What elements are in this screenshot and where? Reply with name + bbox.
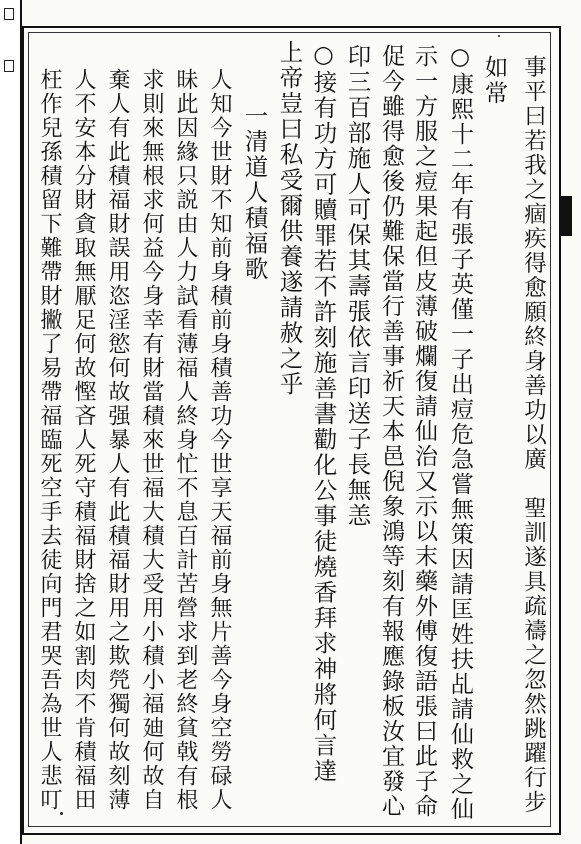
text-column-2: 如常: [480, 55, 509, 106]
text-column-9: 一清道人積福歌: [240, 78, 269, 282]
text-column-3: ○康熙十二年有張子英僅一子出痘危急嘗無策因請匡姓扶乩請仙救之仙: [447, 44, 473, 822]
binding-notch: [4, 8, 14, 20]
text-column-4: 示一方服之痘果起但皮薄破爛復請仙治又示以末藥外傅復語張曰此子命: [411, 44, 437, 819]
text-column-1: 事平曰若我之痼疾得愈願終身善功以廣 聖訓遂具疏禱之忽然跳躍行步: [520, 55, 547, 815]
text-column-12: 求則來無根求何益今身幸有財當積來世福大積大受用小積小福廸何故自: [139, 68, 164, 812]
page-binding-edge: [0, 0, 22, 844]
text-column-6: 印三百部施人可保其壽張依言印送子長無恙: [343, 44, 372, 529]
text-column-14: 人不安本分財貪取無厭足何故慳吝人死守積福財捨之如割肉不肯積福田: [71, 68, 96, 812]
text-column-7: ○接有功方可贖罪若不許刻施善書勸化公事徒燒香拜求神將何言達: [309, 40, 338, 784]
text-column-13: 棄人有此積福財誤用恣淫慾何故强暴人有此積福財用之欺焭獨何故刻薄: [105, 68, 130, 812]
scan-speck: [60, 812, 63, 815]
text-column-15: 枉作兒孫積留下難帶財撇了易帶福臨死空手去徒向門君哭吾為世人悲叮: [37, 68, 62, 812]
binding-notch: [4, 60, 14, 72]
text-column-5: 促今雖得愈後仍難保當行善事祈天本邑倪象鴻等刻有報應錄板汝宜發心: [378, 44, 404, 819]
scan-speck: [498, 35, 500, 37]
text-column-10: 人知今世財不知前身積前身積善功今世享天福前身無片善今身空勞碌人: [207, 68, 232, 812]
text-column-11: 昧此因緣只説由人力試看薄福人終身忙不息百計苦營求到老終貧戟有根: [173, 68, 198, 812]
page-tab-mark: [560, 196, 572, 236]
text-column-8: 上帝豈曰私受爾供養遂請赦之乎: [275, 40, 304, 397]
